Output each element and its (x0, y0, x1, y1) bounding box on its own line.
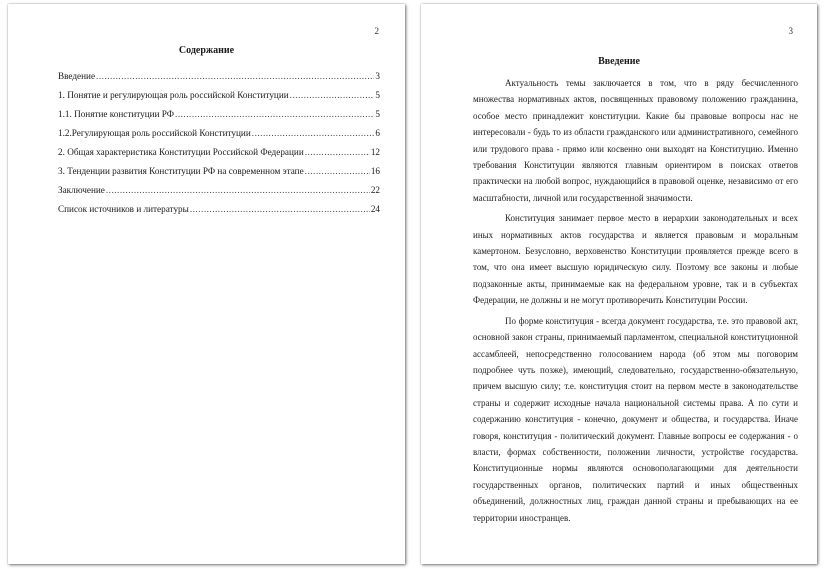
toc-entry-text: 3. Тенденции развития Конституции РФ на современном этапе (58, 166, 304, 176)
toc-entry-page: 12 (370, 147, 380, 157)
page-right (421, 4, 817, 564)
paragraph: Конституция занимает первое место в иерархии законодательных и всех иных нормативных актов государства и является правовым и моральным камертоном. Безусловно, верховенство Конституции проявляется прежде всего в том, что она имеет высшую юридическую силу. Поэтому все законы и любые подзаконные акты, принимаемые как на федеральном уровне, так и в субъектах Федерации, не должны и не могут противоречить Конституции России. (473, 213, 798, 306)
toc-entry-page: 24 (370, 204, 380, 214)
toc-entry (58, 105, 380, 124)
toc-leader-dots (175, 105, 374, 124)
page-number: 3 (788, 26, 793, 36)
toc-entry (58, 162, 380, 181)
toc-entry-page: 3 (375, 71, 380, 81)
toc-entry-page: 16 (370, 166, 380, 176)
toc-entry-text: 1.1. Понятие конституции РФ (58, 109, 175, 119)
toc-entry-page: 5 (375, 109, 380, 119)
toc-entry-text: 1.2.Регулирующая роль российской Конституции (58, 128, 251, 138)
toc-entry-text: 2. Общая характеристика Конституции Российской Федерации (58, 147, 304, 157)
toc-leader-dots (252, 124, 375, 143)
table-of-contents (58, 67, 380, 219)
toc-entry-page: 6 (375, 128, 380, 138)
toc-entry (58, 124, 380, 143)
toc-entry-text: 1. Понятие и регулирующая роль российской Конституции (58, 90, 289, 100)
toc-leader-dots (190, 200, 370, 219)
toc-entry-page: 22 (370, 185, 380, 195)
section-title: Введение (598, 56, 640, 67)
toc-entry-text: Список источников и литературы (58, 204, 189, 214)
toc-entry (58, 86, 380, 105)
page-number: 2 (374, 26, 379, 36)
paragraph: Актуальность темы заключается в том, что в ряду бесчисленного множества нормативных актов, посвященных правовому положению гражданина, особое место принадлежит конституции. Какие бы правовые вопросы нас не интересовали - будь то из области гражданского или административного, семейного или трудового права - прямо или косвенно они выходят на Конституцию. Именно требования Конституции являются главным ориентиром в поисках ответов практически на любой вопрос, нуждающийся в правовой оценке, независимо от его масштабности, личной или государственной значимости. (473, 78, 798, 203)
toc-leader-dots (106, 181, 370, 200)
toc-entry-text: Введение (58, 71, 96, 81)
page-left (8, 4, 405, 564)
toc-entry (58, 67, 380, 86)
section-body (473, 75, 798, 530)
toc-entry-text: Заключение (58, 185, 105, 195)
toc-leader-dots (305, 162, 370, 181)
toc-entry-page: 5 (375, 90, 380, 100)
toc-leader-dots (96, 67, 374, 86)
toc-leader-dots (305, 143, 370, 162)
toc-entry (58, 181, 380, 200)
toc-entry (58, 200, 380, 219)
toc-leader-dots (290, 86, 375, 105)
toc-title: Содержание (178, 45, 235, 56)
toc-entry (58, 143, 380, 162)
paragraph: По форме конституция - всегда документ государства, т.е. это правовой акт, основной закон страны, принимаемый парламентом, специальной конституционной ассамблеей, непосредственно голосованием народа (об этом мы поговорим подробнее чуть позже), имеющий, следовательно, государственно-обязательную, причем высшую силу; т.е. конституция стоит на первом месте в законодательстве страны и содержит исходные начала национальной системы права. А по сути и содержанию конституция - конечно, документ и общества, и государства. Иначе говоря, конституция - политический документ. Главные вопросы ее содержания - о власти, формах собственности, положении личности, устройстве государства. Конституционные нормы являются основополагающими для деятельности государственных органов, политических партий и иных общественных объединений, должностных лиц, граждан данной страны и пребывающих на ее территории иностранцев. (473, 315, 798, 523)
